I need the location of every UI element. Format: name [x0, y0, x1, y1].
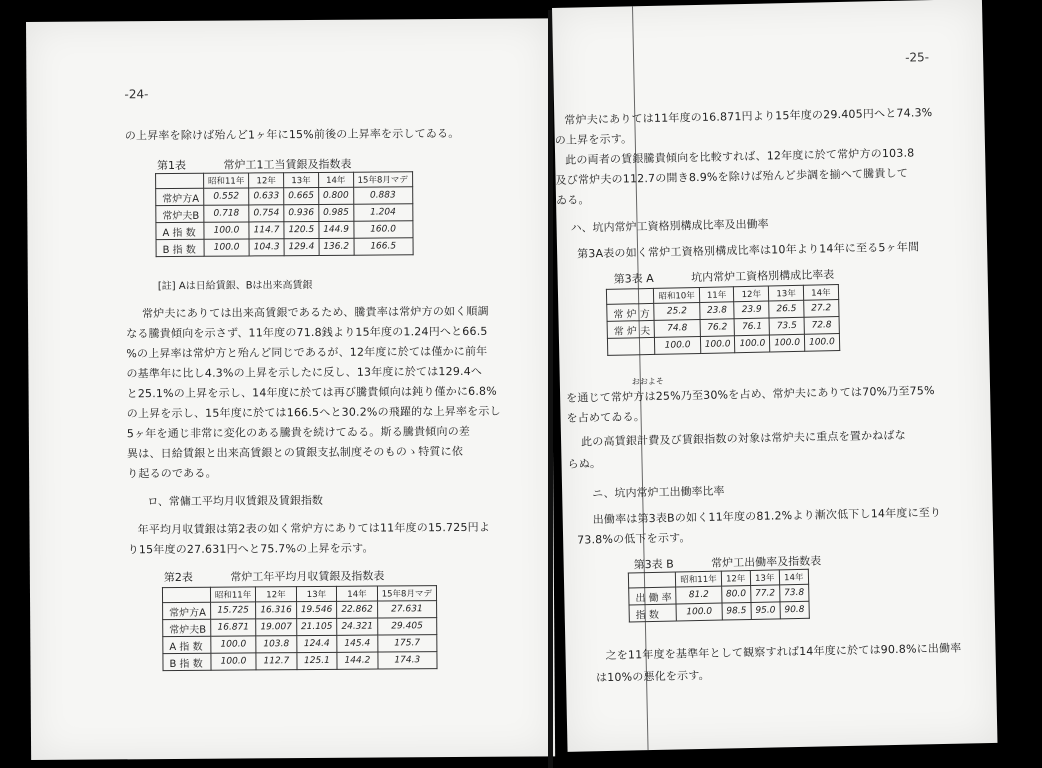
table-header-cell: 12年 — [249, 173, 284, 188]
table-header-cell: 14年 — [337, 586, 378, 601]
table3a — [606, 284, 840, 356]
table-header-cell: 13年 — [284, 172, 319, 187]
table3a-number: 第3表 A — [613, 271, 654, 286]
table-header-cell: 14年 — [779, 569, 808, 585]
table-cell: 73.8 — [779, 584, 808, 602]
table-header-cell: 昭和11年 — [676, 571, 722, 587]
table-cell: 76.1 — [735, 318, 770, 336]
table-cell: 100.0 — [676, 603, 722, 621]
table1 — [155, 171, 413, 257]
table-cell: 90.8 — [780, 601, 809, 619]
table-cell: 0.665 — [284, 187, 319, 204]
table-cell: 19.007 — [256, 619, 297, 636]
table-cell: 29.405 — [377, 618, 436, 635]
row-label: 常炉方A — [156, 188, 204, 205]
row-label: 常炉方A — [163, 602, 211, 619]
text-line: 此の両者の賃銀騰貴傾向を比較すれば、12年度に於て常炉方の103.8 — [565, 146, 915, 167]
table-cell: 100.0 — [211, 636, 256, 653]
section-heading: ハ、坑内常炉工資格別構成比率及出働率 — [570, 217, 769, 235]
table-cell: 19.546 — [296, 601, 337, 618]
table-cell: 100.0 — [804, 334, 839, 352]
row-label: 指 数 — [629, 604, 677, 622]
row-label: B 指 数 — [156, 239, 204, 256]
table-header-cell: 13年 — [769, 285, 804, 301]
table-cell: 26.5 — [769, 300, 804, 318]
table-cell: 21.105 — [296, 618, 337, 635]
table-cell: 112.7 — [256, 653, 297, 670]
table-cell: 72.8 — [804, 317, 839, 335]
table-cell: 100.0 — [700, 336, 735, 354]
text-line: 此の高賃銀計費及び賃銀指数の対象は常炉夫に重点を置かねばな — [580, 428, 906, 449]
table-header-cell — [162, 587, 210, 602]
table-cell: 0.552 — [204, 188, 249, 205]
text-line: 年平均月収賃銀は第2表の如く常炉方にありては11年度の15.725円よ — [137, 520, 491, 537]
table-cell: 104.3 — [249, 239, 284, 256]
table-cell: 73.5 — [769, 317, 804, 335]
table-cell: 120.5 — [284, 221, 319, 238]
table-cell: 100.0 — [204, 222, 249, 239]
table-header-cell: 昭和11年 — [210, 587, 255, 602]
table-row — [163, 618, 437, 637]
table-cell: 114.7 — [249, 222, 284, 239]
table3b — [628, 569, 810, 623]
text-line: の上昇を示す。 — [554, 132, 633, 147]
table-cell: 136.2 — [319, 238, 354, 255]
table-cell: 100.0 — [655, 336, 701, 354]
table1-title: 常炉工1工当賃銀及指数表 — [223, 157, 352, 172]
table-header-cell: 11年 — [699, 287, 734, 303]
table-cell: 25.2 — [654, 302, 700, 320]
table-cell: 76.2 — [700, 319, 735, 337]
table-cell: 95.0 — [751, 602, 780, 620]
table-header-cell — [606, 288, 654, 304]
table-header-cell: 14年 — [803, 285, 838, 301]
table-header-cell — [628, 572, 676, 588]
text-line: ゐる。 — [555, 193, 590, 207]
table-cell: 77.2 — [750, 585, 779, 603]
table-cell: 0.936 — [284, 204, 319, 221]
text-line: は10%の悪化を示す。 — [595, 668, 710, 685]
text-line: を通じて常炉方は25%乃至30%を占め、常炉夫にありては70%乃至75% — [566, 384, 935, 405]
table-cell: 129.4 — [284, 238, 319, 255]
row-label: 常 炉 夫 — [607, 320, 655, 338]
table-cell: 23.8 — [699, 302, 734, 320]
table-row — [607, 334, 839, 356]
table-cell: 175.7 — [377, 635, 436, 652]
text-line: と25.1%の上昇を示し、14年度に於ては再び騰貴傾向は鈍り僅かに6.8% — [126, 384, 497, 401]
table2-number: 第2表 — [163, 570, 193, 585]
table1-caption — [157, 155, 386, 173]
table-header-cell: 12年 — [721, 570, 750, 586]
text-line: 出働率は第3表Bの如く11年度の81.2%より漸次低下し14年度に至り — [592, 505, 942, 527]
text-line: り15年度の27.631円へと75.7%の上昇を示す。 — [127, 541, 374, 557]
table-row — [163, 652, 437, 671]
table-header-cell — [156, 173, 204, 188]
table-cell: 98.5 — [722, 602, 751, 620]
row-label: 常炉夫B — [156, 205, 204, 222]
table2-caption — [164, 567, 419, 585]
table-header-cell: 昭和11年 — [203, 173, 248, 188]
table-header-cell: 14年 — [318, 172, 353, 187]
table-header-cell: 15年8月マデ — [377, 586, 436, 601]
text-line: 73.8%の低下を示す。 — [577, 531, 691, 547]
text-line: 之を11年度を基準年として観察すれば14年度に於ては90.8%に出働率 — [605, 641, 962, 663]
table-cell: 100.0 — [770, 334, 805, 352]
table-cell: 22.862 — [337, 601, 378, 618]
table-row — [156, 238, 413, 257]
text-line: 常炉夫にありては11年度の16.871円より15年度の29.405円へと74.3% — [564, 106, 933, 127]
table2 — [162, 585, 438, 671]
table-cell: 174.3 — [378, 652, 437, 669]
right-page — [552, 0, 997, 752]
table-cell: 100.0 — [735, 335, 770, 353]
table3b-number: 第3表 B — [633, 557, 674, 572]
row-label: A 指 数 — [156, 222, 204, 239]
table-header-cell: 12年 — [734, 286, 769, 302]
section-heading: ニ、坑内常炉工出働率比率 — [592, 484, 725, 501]
text-line: らぬ。 — [567, 457, 602, 471]
text-line: 異は、日給賃銀と出来高賃銀との賃銀支払制度そのものゝ特質に依 — [126, 444, 464, 461]
text-line: の基準年に比し4.3%の上昇を示したに反し、13年度に於ては129.4へ — [126, 364, 483, 381]
table3b-title: 常炉工出働率及指数表 — [711, 554, 822, 570]
text-line: の上昇率を除けば殆んど1ヶ年に15%前後の上昇率を示してゐる。 — [124, 126, 460, 143]
table-cell: 124.4 — [296, 635, 337, 652]
table-cell: 27.631 — [377, 601, 436, 618]
table-cell: 144.2 — [337, 652, 378, 669]
page-number-left: -24- — [124, 87, 149, 102]
table-cell: 160.0 — [353, 221, 412, 238]
table2-title: 常炉工年平均月収賃銀及指数表 — [230, 569, 385, 584]
table-cell: 125.1 — [297, 652, 338, 669]
text-line: の上昇を示し、15年度に於ては166.5へと30.2%の飛躍的な上昇率を示し — [126, 404, 501, 421]
text-line: 5ヶ年を通じ非常に変化のある騰貴を続けてゐる。斯る騰貴傾向の差 — [126, 424, 471, 441]
text-line: を占めてゐる。 — [566, 410, 646, 425]
table-header-cell: 12年 — [256, 587, 297, 602]
table-cell: 15.725 — [210, 602, 255, 619]
table-row — [163, 635, 437, 654]
table-row — [156, 221, 413, 240]
table-cell: 0.985 — [319, 204, 354, 221]
text-line: 及び常炉夫の112.7の開き8.9%を除けば殆んど歩調を揃へて騰貴して — [555, 166, 909, 187]
text-line: 第3A表の如く常炉工資格別構成比率は10年より14年に至る5ヶ年間 — [577, 240, 920, 261]
page-number-right: -25- — [904, 50, 930, 65]
text-line: なる騰貴傾向を示さず、11年度の71.8銭より15年度の1.24円へと66.5 — [126, 324, 488, 341]
table-header-cell: 昭和10年 — [654, 287, 700, 303]
table-cell: 166.5 — [354, 238, 413, 255]
table-cell: 145.4 — [337, 635, 378, 652]
section-heading: ロ、常傭工平均月収賃銀及賃銀指数 — [147, 493, 323, 509]
table-cell: 81.2 — [676, 586, 722, 604]
table-header-cell: 13年 — [750, 570, 779, 586]
table-cell: 80.0 — [721, 585, 750, 603]
table-row — [156, 204, 413, 223]
table-cell: 1.204 — [353, 204, 412, 221]
table1-note: [註] Aは日給賃銀、Bは出来高賃銀 — [157, 280, 313, 293]
left-page — [26, 18, 555, 760]
table-cell: 0.633 — [249, 188, 284, 205]
table-cell: 144.9 — [319, 221, 354, 238]
row-label: 出 働 率 — [629, 587, 677, 605]
table-cell: 74.8 — [654, 319, 700, 337]
text-line: %の上昇率は常炉方と殆んど同じであるが、12年度に於ては僅かに前年 — [126, 344, 488, 361]
table-cell: 16.316 — [256, 602, 297, 619]
table-header-cell: 13年 — [296, 586, 337, 601]
table1-number: 第1表 — [156, 158, 187, 173]
table-row — [156, 187, 413, 206]
table-cell: 103.8 — [256, 636, 297, 653]
table-header-cell: 15年8月マデ — [353, 172, 412, 187]
table-cell: 0.800 — [318, 187, 353, 204]
text-line: 常炉夫にありては出来高賃銀であるため、騰貴率は常炉方の如く順調 — [141, 304, 489, 321]
handwritten-annotation: おおよそ — [631, 376, 664, 387]
row-label: A 指 数 — [163, 636, 211, 653]
table-cell: 100.0 — [204, 239, 249, 256]
table-cell: 0.883 — [353, 187, 412, 204]
text-line: り起るのである。 — [127, 466, 217, 481]
book-spine — [548, 10, 553, 768]
table-cell: 16.871 — [211, 619, 256, 636]
row-label: 常炉夫B — [163, 619, 211, 636]
row-label: 常 炉 方 — [607, 303, 655, 321]
table-cell: 24.321 — [337, 618, 378, 635]
row-label: B 指 数 — [163, 653, 211, 670]
table-cell: 23.9 — [734, 301, 769, 319]
table3a-title: 坑内常炉工資格別構成比率表 — [691, 268, 835, 285]
table-cell: 100.0 — [211, 653, 256, 670]
row-label — [607, 337, 655, 355]
table-cell: 27.2 — [804, 300, 839, 318]
table-cell: 0.718 — [204, 205, 249, 222]
table-cell: 0.754 — [249, 205, 284, 222]
table-row — [629, 601, 809, 622]
table-row — [163, 601, 437, 620]
